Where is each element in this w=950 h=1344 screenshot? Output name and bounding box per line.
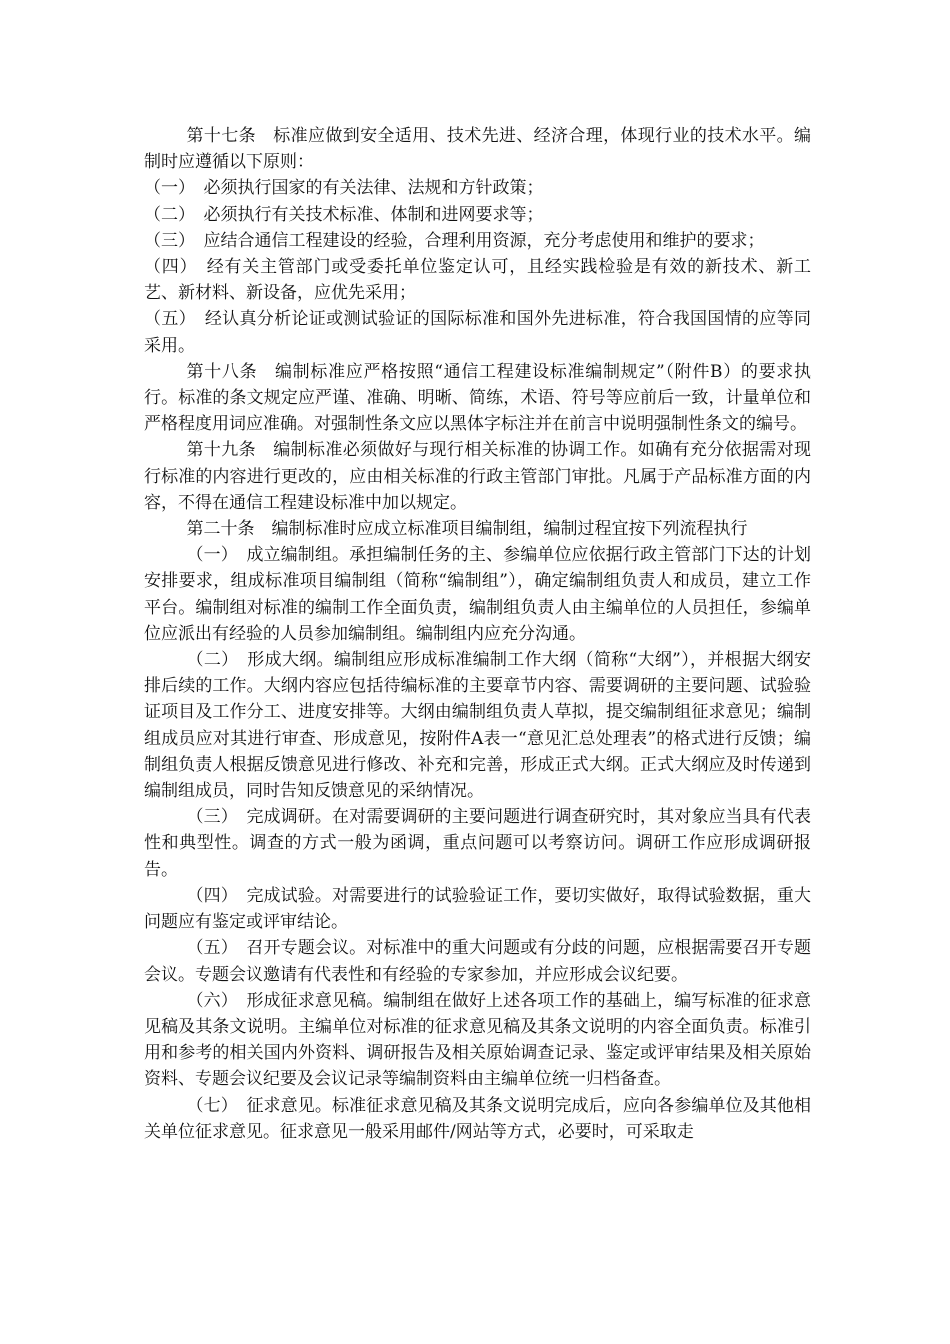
article-17-item-1: （一） 必须执行国家的有关法律、法规和方针政策； [144,178,544,199]
article-20-step-6: （六） 形成征求意见稿。编制组在做好上述各项工作的基础上，编写标准的征求意见稿及其条文说明。主编单位对标准的征求意见稿及其条文说明的内容全面负责。标准引用和参考的相关国内外资料、调研报告及相关原始调查记录、鉴定或评审结果及相关原始资料、专题会议纪要及会议记录等编制资料由主编单位统一归档备查。 [144,990,811,1090]
article-20-step-5: （五） 召开专题会议。对标准中的重大问题或有分歧的问题，应根据需要召开专题会议。专题会议邀请有代表性和有经验的专家参加，并应形成会议纪要。 [144,938,811,985]
article-18: 第十八条 编制标准应严格按照“通信工程建设标准编制规定”（附件B）的要求执行。标准的条文规定应严谨、准确、明晰、简练，术语、符号等应前后一致，计量单位和严格程度用词应准确。对强制性条文应以黑体字标注并在前言中说明强制性条文的编号。 [144,361,811,435]
article-17-item-3: （三） 应结合通信工程建设的经验，合理利用资源，充分考虑使用和维护的要求； [144,230,765,251]
article-20-step-3: （三） 完成调研。在对需要调研的主要问题进行调查研究时，其对象应当具有代表性和典型性。调查的方式一般为函调，重点问题可以考察访问。调研工作应形成调研报告。 [144,807,811,880]
article-17: 第十七条 标准应做到安全适用、技术先进、经济合理，体现行业的技术水平。编制时应遵循以下原则： [144,126,811,173]
article-17-item-2: （二） 必须执行有关技术标准、体制和进网要求等； [144,204,544,225]
article-20-step-4: （四） 完成试验。对需要进行的试验验证工作，要切实做好，取得试验数据，重大问题应有鉴定或评审结论。 [144,885,811,933]
article-20: 第二十条 编制标准时应成立标准项目编制组，编制过程宜按下列流程执行 [186,519,748,540]
document-body [144,123,811,1145]
article-17-item-5: （五） 经认真分析论证或测试验证的国际标准和国外先进标准，符合我国国情的应等同采用。 [144,309,811,356]
article-20-step-7: （七） 征求意见。标准征求意见稿及其条文说明完成后，应向各参编单位及其他相关单位征求意见。征求意见一般采用邮件/网站等方式，必要时，可采取走 [144,1095,811,1142]
article-20-step-2: （二） 形成大纲。编制组应形成标准编制工作大纲（简称“大纲”），并根据大纲安排后续的工作。大纲内容应包括待编标准的主要章节内容、需要调研的主要问题、试验验证项目及工作分工、进度安排等。大纲由编制组负责人草拟，提交编制组征求意见；编制组成员应对其进行审查、形成意见，按附件A表一“意见汇总处理表”的格式进行反馈；编制组负责人根据反馈意见进行修改、补充和完善，形成正式大纲。正式大纲应及时传递到编制组成员，同时告知反馈意见的采纳情况。 [144,650,811,802]
article-20-step-1: （一） 成立编制组。承担编制任务的主、参编单位应依据行政主管部门下达的计划安排要求，组成标准项目编制组（简称“编制组”），确定编制组负责人和成员，建立工作平台。编制组对标准的编制工作全面负责，编制组负责人由主编单位的人员担任，参编单位应派出有经验的人员参加编制组。编制组内应充分沟通。 [144,545,811,644]
article-17-item-4: （四） 经有关主管部门或受委托单位鉴定认可，且经实践检验是有效的新技术、新工艺、新材料、新设备，应优先采用； [144,257,811,304]
article-19: 第十九条 编制标准必须做好与现行相关标准的协调工作。如确有充分依据需对现行标准的内容进行更改的，应由相关标准的行政主管部门审批。凡属于产品标准方面的内容，不得在通信工程建设标准中加以规定。 [144,440,811,513]
